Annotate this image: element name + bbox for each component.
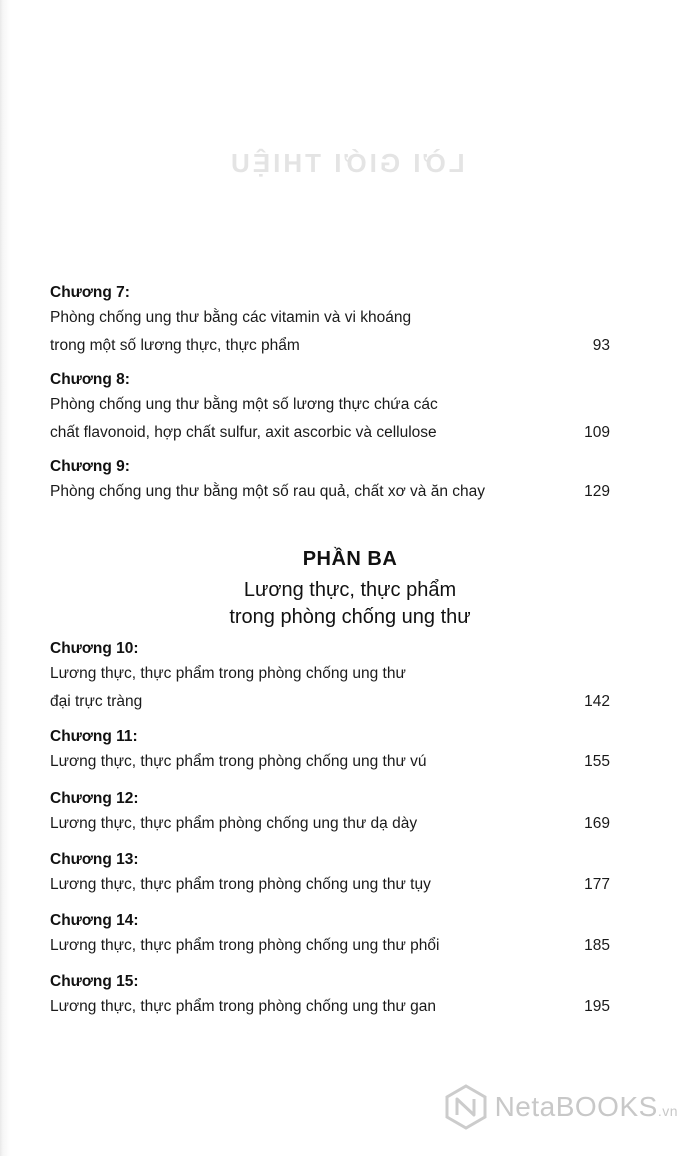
watermark-text [495, 1091, 678, 1123]
chapter-label: Chương 13: [50, 851, 139, 868]
page-number: 185 [584, 937, 610, 954]
chapter-title [50, 304, 610, 360]
chapter-title [50, 993, 610, 1021]
page-number: 93 [592, 337, 610, 354]
chapter-title-line: trong một số lương thực, thực phẩm [50, 337, 300, 354]
toc-entry-chapter-14 [50, 910, 610, 960]
toc-entry-chapter-13 [50, 849, 610, 899]
page-number: 155 [584, 753, 610, 770]
toc-entry-chapter-15 [50, 971, 610, 1021]
chapter-title [50, 810, 610, 838]
toc-entry-chapter-8 [50, 369, 610, 447]
chapter-title-line: Lương thực, thực phẩm trong phòng chống ung thư gan [50, 998, 437, 1015]
watermark-brand: NetaBOOKS [494, 1091, 658, 1122]
chapter-title-line: Phòng chống ung thư bằng một số rau quả, chất xơ và ăn chay [50, 483, 486, 500]
part-subtitle-line: Lương thực, thực phẩm [243, 579, 457, 601]
chapter-label: Chương 7: [50, 284, 130, 301]
watermark-suffix: .vn [657, 1103, 678, 1119]
chapter-title-line: Lương thực, thực phẩm phòng chống ung thư dạ dày [50, 815, 418, 832]
chapter-title-line: Lương thực, thực phẩm trong phòng chống ung thư phổi [50, 937, 440, 954]
page-number: 142 [584, 693, 610, 710]
chapter-title-line: chất flavonoid, hợp chất sulfur, axit ascorbic và cellulose [50, 424, 437, 441]
chapter-label: Chương 10: [50, 640, 139, 657]
chapter-label: Chương 15: [50, 973, 139, 990]
toc-entry-chapter-7 [50, 282, 610, 360]
netabooks-watermark [443, 1084, 678, 1130]
part-subtitle-line: trong phòng chống ung thư [229, 606, 471, 628]
chapter-title-line: Phòng chống ung thư bằng một số lương thực chứa các [50, 396, 438, 413]
chapter-title-line: Lương thực, thực phẩm trong phòng chống ung thư tụy [50, 876, 431, 893]
chapter-title-line: Lương thực, thực phẩm trong phòng chống ung thư vú [50, 753, 427, 770]
page-number: 177 [584, 876, 610, 893]
page-number: 169 [584, 815, 610, 832]
toc-entry-chapter-9 [50, 456, 610, 506]
chapter-title-line: đại trực tràng [50, 693, 143, 710]
chapter-title [50, 660, 610, 716]
page-number: 109 [584, 424, 610, 441]
chapter-label: Chương 9: [50, 458, 130, 475]
part-title: PHẦN BA [302, 548, 398, 570]
page-number: 195 [584, 998, 610, 1015]
chapter-label: Chương 12: [50, 790, 139, 807]
chapter-label: Chương 11: [50, 728, 138, 745]
chapter-title-line: Lương thực, thực phẩm trong phòng chống ung thư [50, 665, 406, 682]
chapter-title [50, 748, 610, 776]
chapter-label: Chương 14: [50, 912, 139, 929]
netabooks-logo-icon [443, 1084, 489, 1130]
chapter-label: Chương 8: [50, 371, 130, 388]
chapter-title [50, 391, 610, 447]
chapter-title [50, 932, 610, 960]
chapter-title [50, 871, 610, 899]
chapter-title-line: Phòng chống ung thư bằng các vitamin và vi khoáng [50, 309, 412, 326]
toc-entry-chapter-10 [50, 638, 610, 716]
bleed-through-title: LỜI GIỚI THIỆU [228, 148, 465, 178]
page-number: 129 [584, 483, 610, 500]
chapter-title [50, 478, 610, 506]
toc-entry-chapter-11 [50, 726, 610, 776]
toc-entry-chapter-12 [50, 788, 610, 838]
